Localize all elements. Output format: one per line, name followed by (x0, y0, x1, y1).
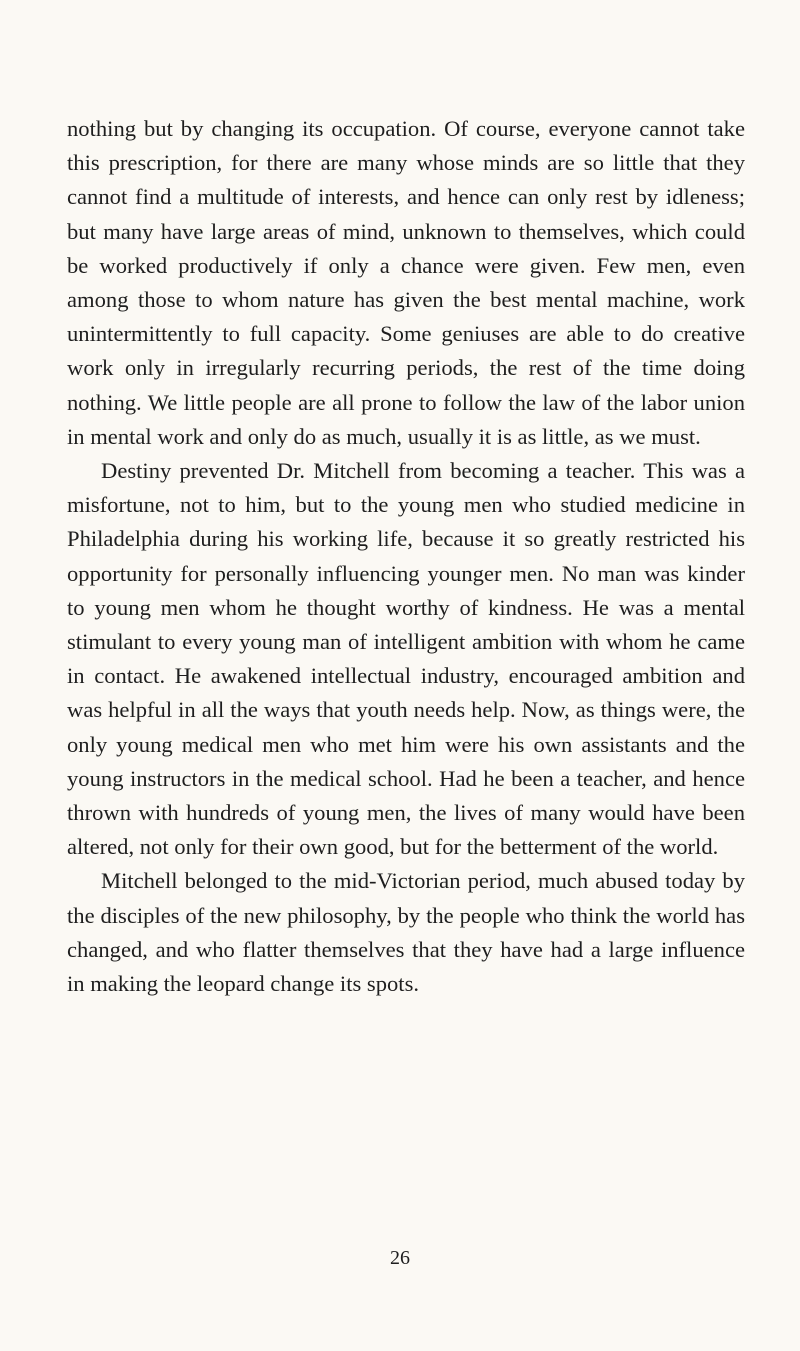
paragraph-mid-victorian: Mitchell belonged to the mid-Victorian period, much abused today by the disciples of the new philosophy, by the people who think the world has changed, and who flatter themselves that they have had a large influence in making the leopard change its spots. (67, 868, 745, 997)
page-body (67, 112, 745, 1001)
paragraph-destiny: Destiny prevented Dr. Mitchell from becoming a teacher. This was a misfortune, not to him, but to the young men who studied medicine in Philadelphia during his working life, because it so greatly restricted his opportunity for personally influencing younger men. No man was kinder to young men whom he thought worthy of kindness. He was a mental stimulant to every young man of intelligent ambition with whom he came in contact. He awakened intellectual industry, encouraged ambition and was helpful in all the ways that youth needs help. Now, as things were, the only young medical men who met him were his own assistants and the young instructors in the medical school. Had he been a teacher, and hence thrown with hundreds of young men, the lives of many would have been altered, not only for their own good, but for the betterment of the world. (67, 458, 745, 860)
page-number: 26 (390, 1247, 410, 1269)
paragraph-continuation: nothing but by changing its occupation. Of course, everyone cannot take this prescription, for there are many whose minds are so little that they cannot find a multitude of interests, and hence can only rest by idleness; but many have large areas of mind, unknown to themselves, which could be worked productively if only a chance were given. Few men, even among those to whom nature has given the best mental machine, work unintermittently to full capacity. Some geniuses are able to do creative work only in irregularly recurring periods, the rest of the time doing nothing. We little people are all prone to follow the law of the labor union in mental work and only do as much, usually it is as little, as we must. (67, 116, 745, 449)
